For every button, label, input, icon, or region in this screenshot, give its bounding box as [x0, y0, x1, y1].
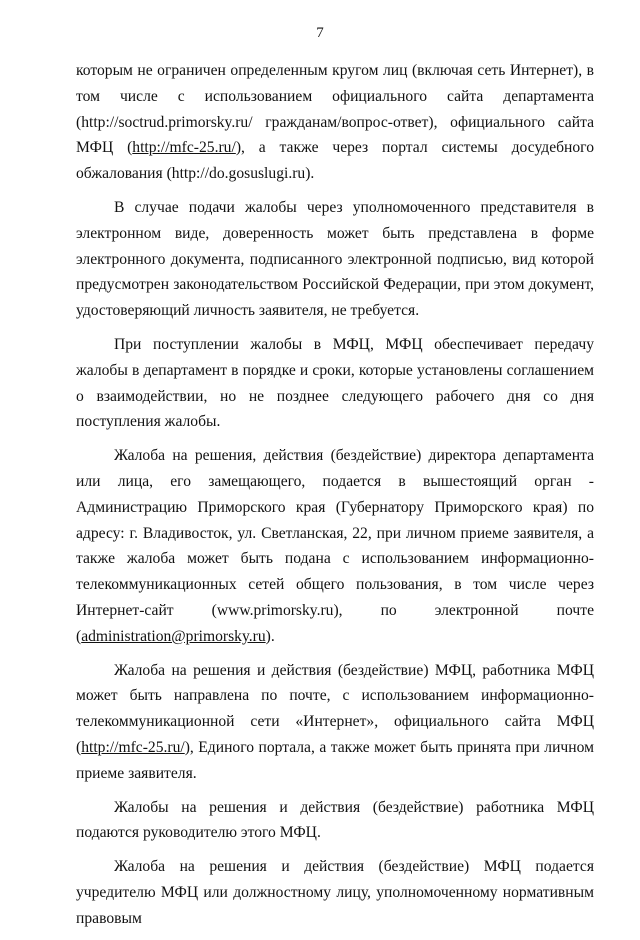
paragraph-6 [76, 795, 594, 847]
paragraph-4-text-b: ). [265, 627, 275, 645]
admin-email-link[interactable]: administration@primorsky.ru [81, 627, 266, 645]
document-body [76, 58, 594, 940]
paragraph-4-text-a: Жалоба на решения, действия (бездействие) директора департамента или лица, его замещающего, подается в вышестоящий орган - Администрацию Приморского края (Губернатору Приморского края) по адресу: г. Владивосток, ул. Светланская, 22, при личном приеме заявителя, а также жалоба может быть подана с использованием информационно-телекоммуникационных сетей общего пользования, в том числе через Интернет-сайт (www.primorsky.ru), по электронной почте ( [76, 447, 594, 645]
paragraph-5-text-b: ), Единого портала, а также может быть принята при личном приеме заявителя. [76, 738, 594, 782]
paragraph-2-text: В случае подачи жалобы через уполномоченного представителя в электронном виде, доверенность может быть представлена в форме электронного документа, подписанного электронной подписью, вид которой предусмотрен законодательством Российской Федерации, при этом документ, удостоверяющий личность заявителя, не требуется. [76, 198, 594, 320]
page-number: 7 [316, 25, 324, 41]
paragraph-7-text: Жалоба на решения и действия (бездействие) МФЦ подается учредителю МФЦ или должностному лицу, уполномоченному нормативным правовым [76, 858, 594, 927]
paragraph-4 [76, 443, 594, 649]
paragraph-2 [76, 195, 594, 324]
paragraph-1-text-b: ), а также через портал системы досудебного обжалования (http://do.gosuslugi.ru). [76, 139, 594, 183]
paragraph-1-text-a: которым не ограничен определенным кругом лиц (включая сеть Интернет), в том числе с использованием официального сайта департамента (http://soctrud.primorsky.ru/ гражданам/вопрос-ответ), официального сайта МФЦ ( [76, 62, 594, 157]
paragraph-3 [76, 332, 594, 435]
paragraph-5 [76, 658, 594, 787]
paragraph-3-text: При поступлении жалобы в МФЦ, МФЦ обеспечивает передачу жалобы в департамент в порядке и сроки, которые установлены соглашением о взаимодействии, но не позднее следующего рабочего дня со дня поступления жалобы. [76, 335, 594, 431]
mfc-site-link-2[interactable]: http://mfc-25.ru/ [81, 738, 185, 756]
paragraph-5-text-a: Жалоба на решения и действия (бездействие) МФЦ, работника МФЦ может быть направлена по почте, с использованием информационно-телекоммуникационной сети «Интернет», официального сайта МФЦ ( [76, 661, 594, 756]
mfc-site-link[interactable]: http://mfc-25.ru/ [132, 139, 236, 157]
paragraph-7 [76, 854, 594, 931]
paragraph-6-text: Жалобы на решения и действия (бездействие) работника МФЦ подаются руководителю этого МФЦ. [76, 798, 594, 842]
paragraph-1 [76, 58, 594, 187]
